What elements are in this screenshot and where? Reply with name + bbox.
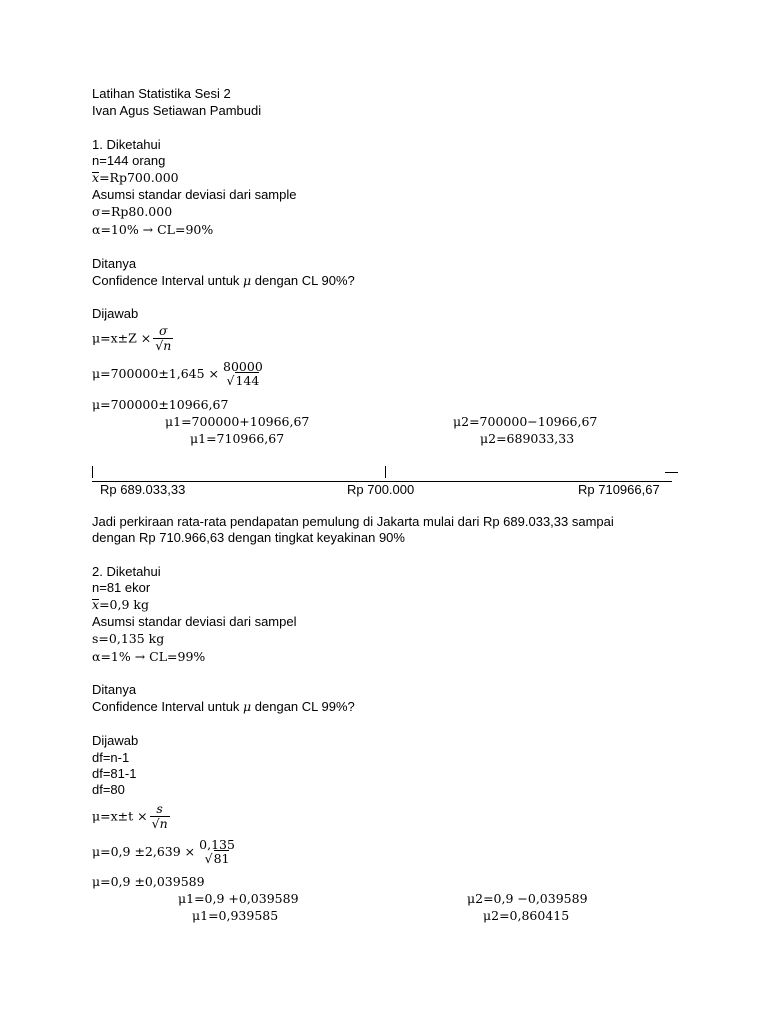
q2-formula: μ=x±t × $\frac{s}{√n}$	[92, 801, 168, 831]
q1-sigma: σ=Rp80.000	[92, 204, 173, 219]
q1-substitution: μ=700000±1,645 × 80000 √144	[92, 359, 263, 388]
tick-right	[665, 472, 678, 473]
q2-sample-size: n=81 ekor	[92, 580, 151, 595]
q1-alpha: α=10% → CL=90%	[92, 222, 214, 237]
q2-df-substitution: df=81-1	[92, 766, 137, 781]
q1-heading: 1. Diketahui	[92, 137, 161, 152]
axis-label-lower: Rp 689.033,33	[100, 482, 186, 497]
q1-sample-mean: x=Rp700.000	[92, 170, 179, 185]
q2-substitution: μ=0,9 ±2,639 × 0,135 √81	[92, 837, 235, 866]
document-title: Latihan Statistika Sesi 2	[92, 86, 231, 101]
q2-ditanya-text: Confidence Interval untuk μ dengan CL 99%?	[92, 699, 355, 714]
q1-formula: μ=x±Z × $\frac{\sigma}{√n}$	[92, 323, 172, 353]
axis-label-mean: Rp 700.000	[347, 482, 415, 497]
q1-upper-value: μ1=710966,67	[190, 431, 285, 446]
q1-assumption: Asumsi standar deviasi dari sample	[92, 187, 297, 202]
q2-lower-expr: μ2=0,9 −0,039589	[467, 891, 588, 906]
q2-ditanya-label: Ditanya	[92, 682, 137, 697]
author-name: Ivan Agus Setiawan Pambudi	[92, 103, 262, 118]
axis-label-upper: Rp 710966,67	[578, 482, 660, 497]
q1-lower-value: μ2=689033,33	[480, 431, 575, 446]
q1-conclusion-line2: dengan Rp 710.966,63 dengan tingkat keyakinan 90%	[92, 530, 405, 545]
q2-lower-value: μ2=0,860415	[483, 908, 570, 923]
q2-upper-expr: μ1=0,9 +0,039589	[178, 891, 299, 906]
q1-upper-expr: μ1=700000+10966,67	[165, 414, 310, 429]
q2-dijawab-label: Dijawab	[92, 733, 139, 748]
q2-df-formula: df=n-1	[92, 750, 130, 765]
q1-dijawab-label: Dijawab	[92, 306, 139, 321]
q2-result: μ=0,9 ±0,039589	[92, 874, 205, 889]
q2-stddev: s=0,135 kg	[92, 631, 165, 646]
q2-alpha: α=1% → CL=99%	[92, 649, 206, 664]
xbar-symbol: x	[92, 170, 100, 185]
q1-ditanya-text: Confidence Interval untuk μ dengan CL 90%?	[92, 273, 355, 288]
q2-sample-mean: x=0,9 kg	[92, 597, 149, 612]
tick-center	[385, 466, 386, 478]
q1-lower-expr: μ2=700000−10966,67	[453, 414, 598, 429]
tick-left	[92, 466, 93, 478]
q2-heading: 2. Diketahui	[92, 564, 161, 579]
q1-sample-size: n=144 orang	[92, 153, 166, 168]
q2-df-result: df=80	[92, 782, 125, 797]
q1-result: μ=700000±10966,67	[92, 397, 229, 412]
q1-ditanya-label: Ditanya	[92, 256, 137, 271]
q2-upper-value: μ1=0,939585	[192, 908, 279, 923]
q2-assumption: Asumsi standar deviasi dari sampel	[92, 614, 297, 629]
q1-conclusion-line1: Jadi perkiraan rata-rata pendapatan pemulung di Jakarta mulai dari Rp 689.033,33 sampai	[92, 514, 614, 529]
